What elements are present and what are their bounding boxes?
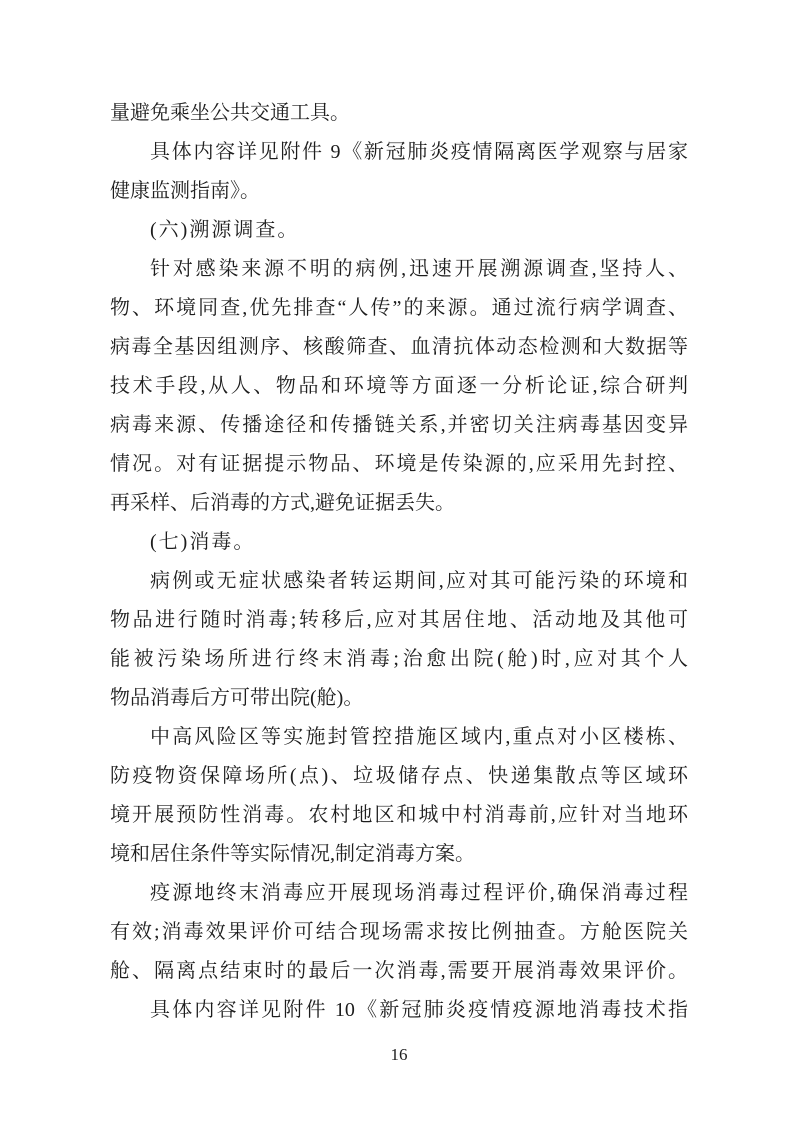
- text-line: 病例或无症状感染者转运期间,应对其可能污染的环境和: [150, 570, 688, 592]
- section-heading: (六)溯源调查。: [150, 219, 300, 241]
- text-line: 境和居住条件等实际情况,制定消毒方案。: [110, 843, 475, 865]
- text-line: 具体内容详见附件 9《新冠肺炎疫情隔离医学观察与居家: [150, 141, 688, 163]
- text-line: 物品消毒后方可带出院(舱)。: [110, 687, 364, 709]
- text-line: 有效;消毒效果评价可结合现场需求按比例抽查。方舱医院关: [110, 921, 688, 943]
- text-line: 再采样、后消毒的方式,避免证据丢失。: [110, 492, 455, 514]
- text-line: 能被污染场所进行终末消毒;治愈出院(舱)时,应对其个人: [110, 648, 688, 670]
- text-line: 情况。对有证据提示物品、环境是传染源的,应采用先封控、: [110, 453, 688, 475]
- text-line: 中高风险区等实施封管控措施区域内,重点对小区楼栋、: [150, 726, 688, 748]
- text-line: 境开展预防性消毒。农村地区和城中村消毒前,应针对当地环: [110, 804, 688, 826]
- text-line: 具体内容详见附件 10《新冠肺炎疫情疫源地消毒技术指: [150, 999, 688, 1021]
- text-line: 健康监测指南》。: [110, 180, 260, 202]
- text-line: 物、环境同查,优先排查“人传”的来源。通过流行病学调查、: [110, 297, 688, 319]
- document-body: [110, 94, 688, 1030]
- text-line: 病毒全基因组测序、核酸筛查、血清抗体动态检测和大数据等: [110, 336, 688, 358]
- text-line: 针对感染来源不明的病例,迅速开展溯源调查,坚持人、: [150, 258, 688, 280]
- section-heading: (七)消毒。: [150, 531, 256, 553]
- text-line: 舱、隔离点结束时的最后一次消毒,需要开展消毒效果评价。: [110, 960, 688, 982]
- text-line: 技术手段,从人、物品和环境等方面逐一分析论证,综合研判: [110, 375, 688, 397]
- text-line: 物品进行随时消毒;转移后,应对其居住地、活动地及其他可: [110, 609, 688, 631]
- text-line: 疫源地终末消毒应开展现场消毒过程评价,确保消毒过程: [150, 882, 688, 904]
- text-line: 量避免乘坐公共交通工具。: [110, 102, 350, 124]
- text-line: 防疫物资保障场所(点)、垃圾储存点、快递集散点等区域环: [110, 765, 688, 787]
- page-number: 16: [390, 1045, 408, 1064]
- text-line: 病毒来源、传播途径和传播链关系,并密切关注病毒基因变异: [110, 414, 688, 436]
